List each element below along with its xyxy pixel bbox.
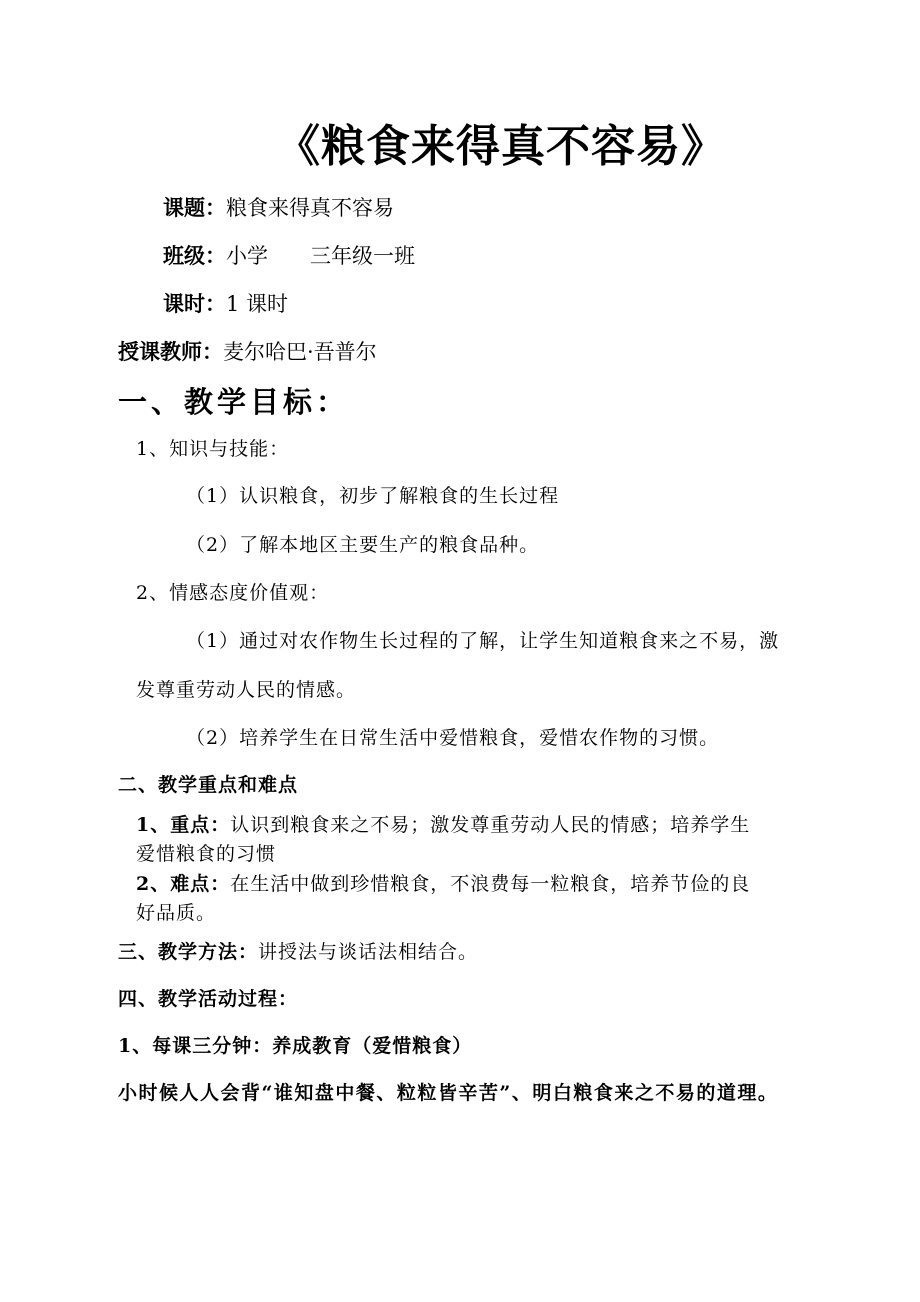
section2-diff-line2: 好品质。 [136,902,217,924]
section1-sub1-item1: （1）认识粮食，初步了解粮食的生长过程 [186,485,560,507]
meta-topic-value: 粮食来得真不容易 [226,196,394,220]
section2-key-line1: 认识到粮食来之不易；激发尊重劳动人民的情感；培养学生 [230,814,751,836]
meta-period-value: 1 课时 [226,292,289,316]
meta-topic [163,197,394,219]
meta-teacher [118,341,377,363]
meta-class [163,245,415,267]
section4-step1-text: 小时候人人会背“谁知盘中餐、粒粒皆辛苦”、明白粮食来之不易的道理。 [118,1082,779,1104]
section1-sub1: 1、知识与技能： [136,438,290,460]
section4-step1: 1、每课三分钟：养成教育（爱惜粮食） [118,1035,473,1057]
section2-diff-label: 2、难点： [136,873,231,895]
section2-key-line2: 爱惜粮食的习惯 [136,843,277,865]
meta-class-label: 班级： [163,243,226,268]
meta-period [163,293,288,315]
meta-class-value: 小学 三年级一班 [226,244,415,268]
meta-teacher-value: 麦尔哈巴·吾普尔 [223,340,377,364]
meta-teacher-label: 授课教师： [118,339,223,364]
section1-sub2-item1-line1: （1）通过对农作物生长过程的了解，让学生知道粮食来之不易，激 [186,630,780,652]
meta-period-label: 课时： [163,291,226,316]
section1-sub2: 2、情感态度价值观： [136,582,330,604]
section1-sub2-item1-line2: 发尊重劳动人民的情感。 [136,679,357,701]
section1-sub2-item2: （2）培养学生在日常生活中爱惜粮食，爱惜农作物的习惯。 [186,727,720,749]
section1-sub1-item2: （2）了解本地区主要生产的粮食品种。 [186,534,540,556]
document-title: 《粮食来得真不容易》 [276,121,726,172]
section2-key-label: 1、重点： [136,814,231,836]
section3-label: 三、教学方法： [118,941,259,963]
section1-heading: 一、教学目标： [118,385,350,419]
section2-key [136,816,750,835]
section3-text: 讲授法与谈话法相结合。 [258,941,479,963]
section2-diff [136,875,750,894]
section2-diff-line1: 在生活中做到珍惜粮食，不浪费每一粒粮食，培养节俭的良 [230,873,751,895]
meta-topic-label: 课题： [163,195,226,220]
section3 [118,943,478,962]
section2-heading: 二、教学重点和难点 [118,774,299,796]
section4-heading: 四、教学活动过程： [118,988,299,1010]
